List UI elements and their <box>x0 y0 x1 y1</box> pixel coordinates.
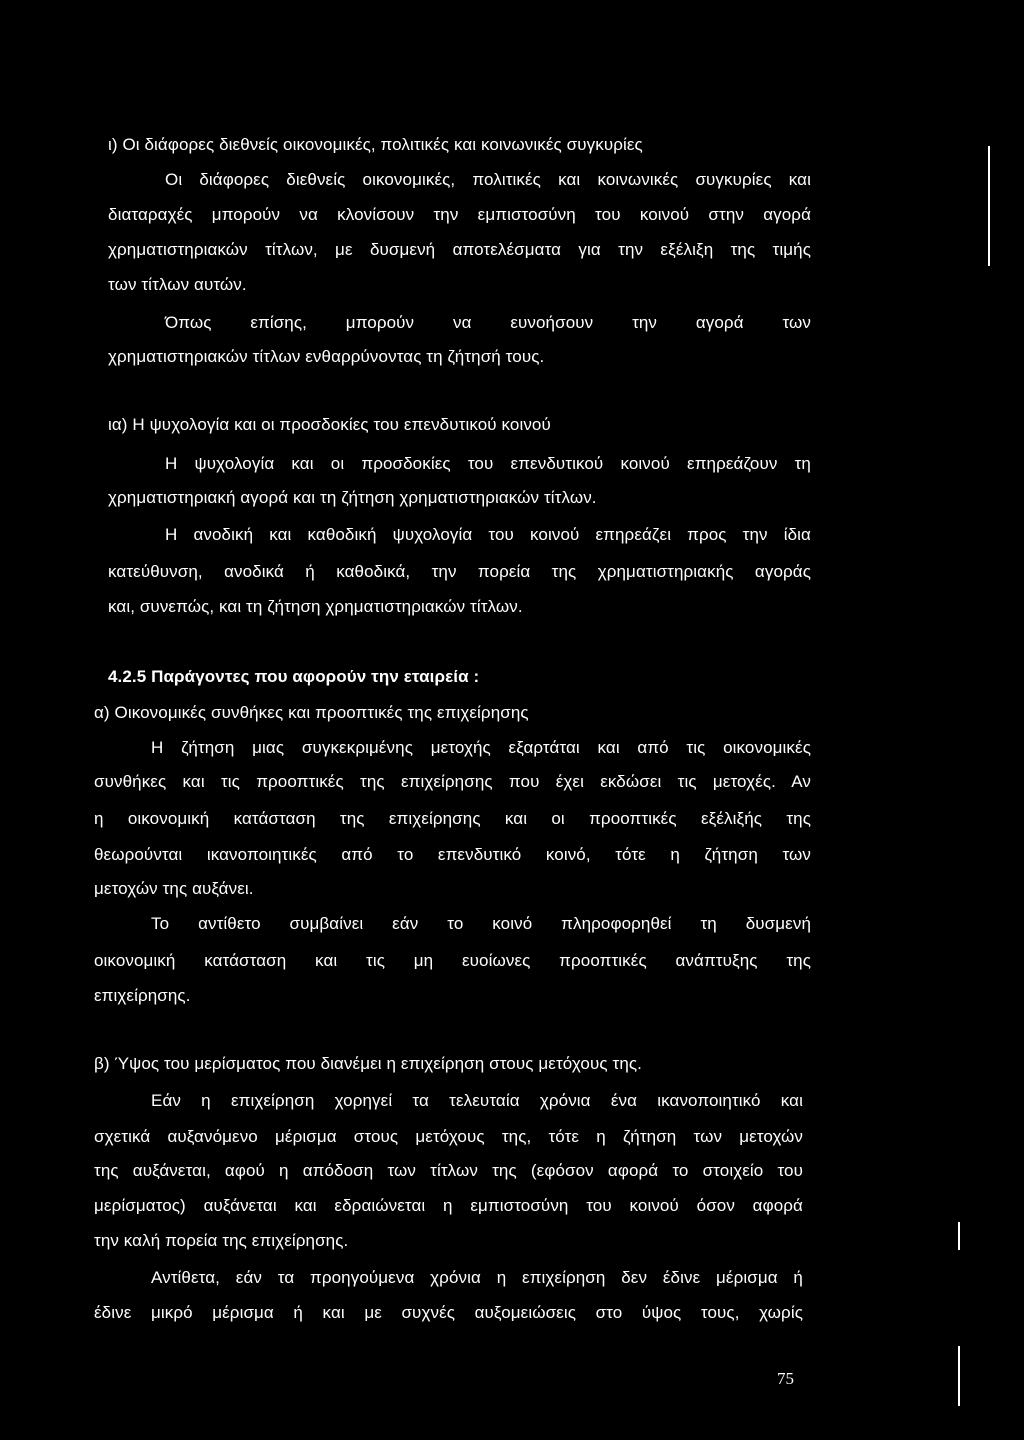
section-b-para2-line1: Αντίθετα, εάν τα προηγούμενα χρόνια η επιχείρηση δεν έδινε μέρισμα ή <box>151 1268 803 1287</box>
section-b-para1-line1: Εάν η επιχείρηση χορηγεί τα τελευταία χρόνια ένα ικανοποιητικό και <box>151 1091 803 1110</box>
section-b-para2-line2: έδινε μικρό μέρισμα ή και με συχνές αυξομειώσεις στο ύψος τους, χωρίς <box>94 1303 803 1322</box>
section-b-para1-line2: σχετικά αυξανόμενο μέρισμα στους μετόχους της, τότε η ζήτηση των μετοχών <box>94 1127 803 1146</box>
section-a-para1-line3: η οικονομική κατάσταση της επιχείρησης και οι προοπτικές εξέλιξής της <box>94 809 811 828</box>
section-425-heading: 4.2.5 Παράγοντες που αφορούν την εταιρεία : <box>108 667 480 686</box>
section-i-para1-line2: διαταραχές μπορούν να κλονίσουν την εμπιστοσύνη του κοινού στην αγορά <box>108 205 811 224</box>
section-a-para2-line2: οικονομική κατάσταση και τις μη ευοίωνες προοπτικές ανάπτυξης της <box>94 951 811 970</box>
scan-edge-line-bottom <box>958 1346 960 1406</box>
section-b-heading: β) Ύψος του μερίσματος που διανέμει η επιχείρηση στους μετόχους της. <box>94 1054 642 1073</box>
scan-edge-line-top <box>988 146 990 266</box>
section-ia-para2-line2: κατεύθυνση, ανοδικά ή καθοδικά, την πορεία της χρηματιστηριακής αγοράς <box>108 562 811 581</box>
section-i-para2-line2: χρηματιστηριακών τίτλων ενθαρρύνοντας τη ζήτησή τους. <box>108 347 545 366</box>
section-ia-para2-line3: και, συνεπώς, και τη ζήτηση χρηματιστηριακών τίτλων. <box>108 597 523 616</box>
section-i-para1-line1: Οι διάφορες διεθνείς οικονομικές, πολιτικές και κοινωνικές συγκυρίες και <box>165 170 811 189</box>
section-i-para1-line3: χρηματιστηριακών τίτλων, με δυσμενή αποτελέσματα για την εξέλιξη της τιμής <box>108 240 811 259</box>
section-ia-para1-line1: Η ψυχολογία και οι προσδοκίες του επενδυτικού κοινού επηρεάζουν τη <box>165 454 811 473</box>
section-a-para1-line5: μετοχών της αυξάνει. <box>94 879 254 898</box>
section-a-para1-line4: θεωρούνται ικανοποιητικές από το επενδυτικό κοινό, τότε η ζήτηση των <box>94 845 811 864</box>
section-b-para1-line4: μερίσματος) αυξάνεται και εδραιώνεται η εμπιστοσύνη του κοινού όσον αφορά <box>94 1196 803 1215</box>
section-i-para2-line1: Όπως επίσης, μπορούν να ευνοήσουν την αγορά των <box>165 313 811 332</box>
section-a-para2-line3: επιχείρησης. <box>94 986 191 1005</box>
section-ia-para1-line2: χρηματιστηριακή αγορά και τη ζήτηση χρηματιστηριακών τίτλων. <box>108 488 597 507</box>
page-number: 75 <box>777 1369 794 1388</box>
section-ia-heading: ια) Η ψυχολογία και οι προσδοκίες του επενδυτικού κοινού <box>108 415 551 434</box>
section-i-para1-line4: των τίτλων αυτών. <box>108 275 247 294</box>
section-a-para2-line1: Το αντίθετο συμβαίνει εάν το κοινό πληροφορηθεί τη δυσμενή <box>151 914 811 933</box>
section-b-para1-line3: της αυξάνεται, αφού η απόδοση των τίτλων της (εφόσον αφορά το στοιχείο του <box>94 1161 803 1180</box>
section-b-para1-line5: την καλή πορεία της επιχείρησης. <box>94 1231 349 1250</box>
section-i-heading: ι) Οι διάφορες διεθνείς οικονομικές, πολιτικές και κοινωνικές συγκυρίες <box>108 135 643 154</box>
section-a-para1-line1: Η ζήτηση μιας συγκεκριμένης μετοχής εξαρτάται και από τις οικονομικές <box>151 738 811 757</box>
section-ia-para2-line1: Η ανοδική και καθοδική ψυχολογία του κοινού επηρεάζει προς την ίδια <box>165 525 811 544</box>
scan-edge-line-middle <box>958 1222 960 1250</box>
section-a-para1-line2: συνθήκες και τις προοπτικές της επιχείρησης που έχει εκδώσει τις μετοχές. Αν <box>94 772 811 791</box>
section-a-heading: α) Οικονομικές συνθήκες και προοπτικές της επιχείρησης <box>94 703 529 722</box>
